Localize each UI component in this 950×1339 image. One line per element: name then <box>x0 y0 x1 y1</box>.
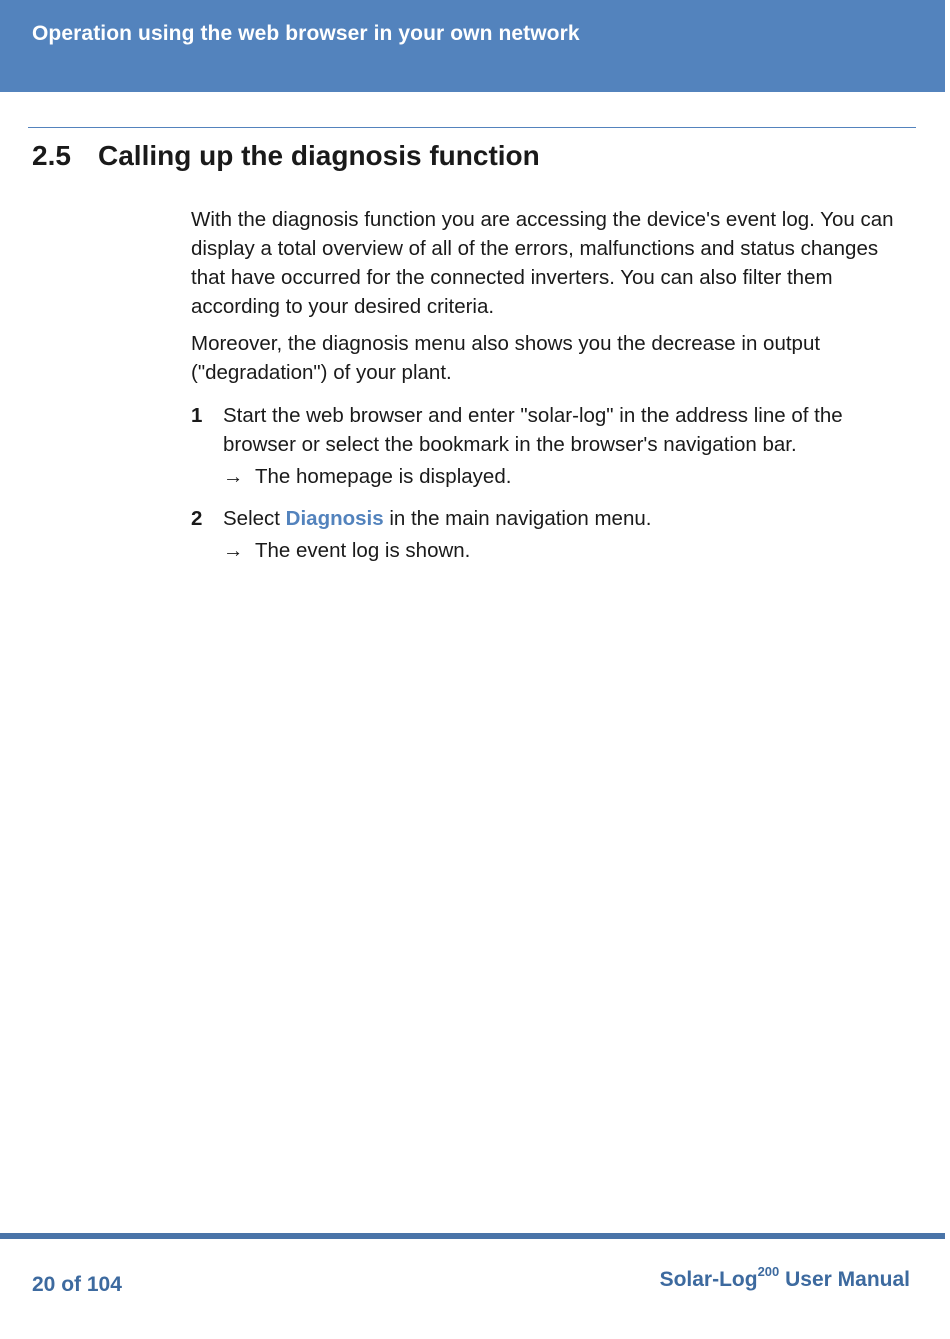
product-model: 200 <box>757 1264 780 1279</box>
step-result-text: The homepage is displayed. <box>255 465 512 488</box>
step-text-before: Select <box>223 507 286 530</box>
step-result <box>223 536 916 565</box>
result-arrow-icon: → <box>223 539 244 562</box>
step-1 <box>191 401 916 491</box>
page-number: 20 of 104 <box>32 1273 122 1296</box>
footer-divider <box>0 1233 945 1239</box>
step-number: 2 <box>191 507 203 530</box>
step-result-text: The event log is shown. <box>255 539 471 562</box>
header-title: Operation using the web browser in your own network <box>32 22 580 45</box>
manual-label: User Manual <box>779 1268 910 1291</box>
diagnosis-menu-reference: Diagnosis <box>285 507 384 530</box>
header-bar <box>0 0 945 92</box>
result-arrow-icon: → <box>223 465 244 488</box>
section-title: Calling up the diagnosis function <box>98 140 540 171</box>
step-number: 1 <box>191 404 203 427</box>
product-name: Solar-Log <box>659 1268 758 1291</box>
top-divider <box>28 127 916 128</box>
step-result <box>223 462 916 491</box>
step-2 <box>191 504 916 565</box>
section-heading <box>32 140 540 172</box>
step-text <box>223 504 916 533</box>
intro-paragraph: With the diagnosis function you are accessing the device's event log. You can display a total overview of all of the errors, malfunctions and status changes that have occurred for the connected inverters. You can also filter them according to your desired criteria. <box>191 208 894 318</box>
step-text: Start the web browser and enter "solar-log" in the address line of the browser or select the bookmark in the browser's navigation bar. <box>223 404 843 456</box>
section-number: 2.5 <box>32 140 71 171</box>
manual-title <box>660 1266 910 1292</box>
degradation-paragraph: Moreover, the diagnosis menu also shows you the decrease in output ("degradation") of your plant. <box>191 332 821 384</box>
step-text-after: in the main navigation menu. <box>383 507 652 530</box>
